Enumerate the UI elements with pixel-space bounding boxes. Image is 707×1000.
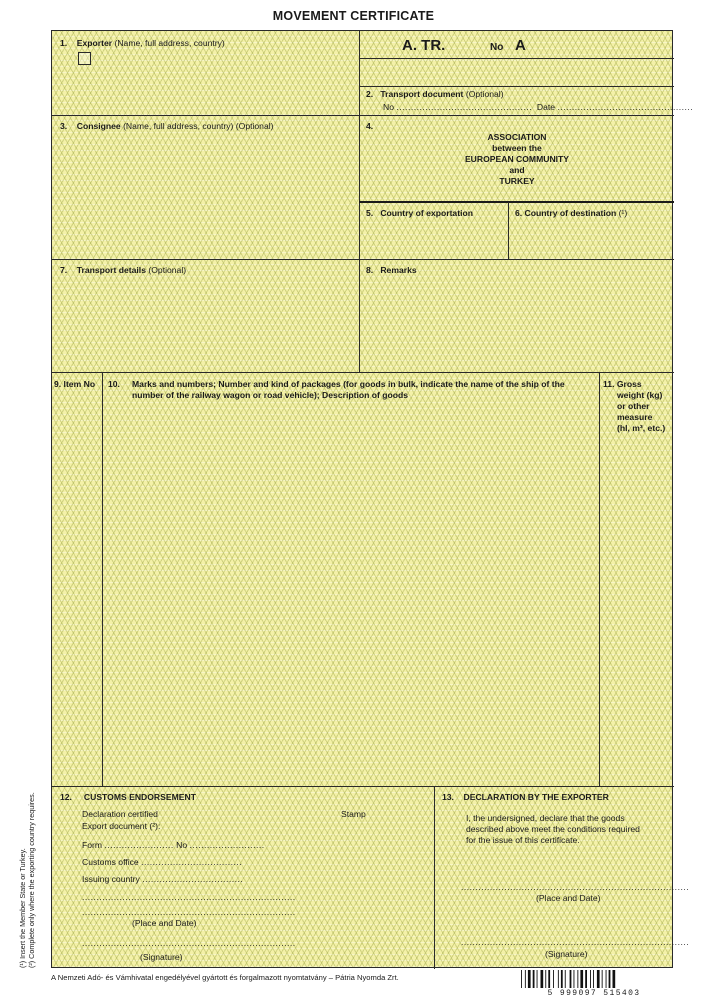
barcode-bar [577,970,578,988]
barcode-bars [519,970,669,990]
box4-line-2: between the [492,143,542,153]
divider-box5-6 [508,202,509,259]
box9-label: 9. Item No [54,379,96,389]
issuing-country-row [82,874,243,885]
stamp-label: Stamp [341,809,366,819]
box5-number: 5. [366,208,374,218]
box7-label [60,265,186,276]
place-date-label-13: (Place and Date) [536,893,601,903]
box4-line-3: EUROPEAN COMMUNITY [464,154,570,164]
page-title: MOVEMENT CERTIFICATE [272,9,435,23]
barcode-bar [585,970,587,988]
signature-label-13: (Signature) [545,949,588,959]
barcode-bar [609,970,611,988]
box1-note: (Name, full address, country) [114,38,225,48]
box13-label [442,792,609,803]
box1-label [60,38,225,49]
certificate-number: A [515,37,526,54]
box3-number: 3. [60,121,68,131]
barcode-bar [545,970,546,988]
box13-number: 13. [442,792,454,802]
form-no-label: No [176,840,188,850]
customs-office-label: Customs office [82,857,139,867]
barcode-bar [590,970,591,988]
box11-line-2: weight (kg) [617,390,663,400]
box11-line-4: measure [617,412,653,422]
box10-line-1: Marks and numbers; Number and kind of packages (for goods in bulk, indicate the name of the ship of the [132,379,565,389]
atr-label: A. TR. [402,37,446,54]
box13-title: DECLARATION BY THE EXPORTER [463,792,609,802]
box8-title: Remarks [380,265,417,275]
box2-title: Transport document [380,89,464,99]
barcode-bar [593,970,594,988]
box5-title: Country of exportation [380,208,473,218]
transport-doc-no-field[interactable]: ............................................... [396,102,533,112]
barcode-bar [553,970,554,988]
box12-title: CUSTOMS ENDORSEMENT [83,792,196,802]
divider-row2 [52,259,674,260]
box1-number: 1. [60,38,68,48]
box11-line-3: or other [617,401,650,411]
divider-box9-10 [102,372,103,786]
box4-line-4: and [509,165,525,175]
box7-number: 7. [60,265,68,275]
box12-blank-line-1[interactable]: .......................................................................... [82,892,296,902]
no-label: No [490,42,504,53]
barcode-bar [533,970,535,988]
barcode-bar [613,970,616,988]
barcode-bar [561,970,563,988]
footnotes [18,768,36,968]
divider-row3 [52,372,674,373]
signature-label-12: (Signature) [140,952,183,962]
divider-box10-11 [599,372,600,786]
barcode-bar [597,970,600,988]
signature-field-13[interactable]: ............................................................................... [461,937,690,947]
box12-label [60,792,196,803]
box3-label [60,121,274,132]
divider-box2 [359,86,674,87]
footnote-1: (¹) Insert the Member State or Turkey. [18,848,27,968]
certificate-form [51,30,694,968]
declaration-certified: Declaration certified [82,809,158,819]
box10-number: 10. [108,379,120,389]
box4-bottom [359,201,674,203]
box11-line-5: (hl, m³, etc.) [617,423,666,433]
box3-title: Consignee [76,121,121,131]
barcode-bar [525,970,526,988]
box7-title: Transport details [76,265,146,275]
box11-line-1: 11. Gross [603,379,642,389]
box6-title: 6. Country of destination [515,208,617,218]
export-document-label: Export document (²): [82,821,161,831]
form-row [82,840,265,851]
place-date-field-13[interactable]: ............................................................................... [461,882,690,892]
place-date-label-12: (Place and Date) [132,918,197,928]
issuing-country-label: Issuing country [82,874,140,884]
barcode-bar [541,970,544,988]
barcode-bar [558,970,559,988]
printer-footer: A Nemzeti Adó- és Vámhivatal engedélyével gyártott és forgalmazott nyomtatvány – Pátria Nyomda Zrt. [51,973,399,982]
exporter-checkbox[interactable] [78,52,91,65]
form-field[interactable]: ........................ [104,840,174,850]
barcode-bar [570,970,572,988]
box4-line-1: ASSOCIATION [487,132,547,142]
place-date-field-12[interactable]: .......................................................................... [82,907,296,917]
barcode-bar [574,970,575,988]
box7-note: (Optional) [148,265,187,275]
box12-number: 12. [60,792,72,802]
box6-label [515,208,627,219]
customs-office-row [82,857,242,868]
divider-row1 [52,115,674,116]
declaration-text-2: described above meet the conditions required [466,824,640,834]
box1-title: Exporter [76,38,113,48]
box6-footnote-ref: (¹) [618,208,628,218]
form-label: Form [82,840,103,850]
form-no-field[interactable]: .......................... [189,840,265,850]
barcode-bar [606,970,607,988]
barcode-bar [580,970,583,988]
box8-label [366,265,417,276]
box2-number: 2. [366,89,374,99]
box4-number: 4. [366,121,374,131]
divider-box12-13 [434,786,435,969]
box5-label [366,208,473,219]
transport-doc-date-field[interactable]: ............................................... [557,102,694,112]
divider-row4 [52,786,674,787]
barcode-bar [537,970,538,988]
divider-header [359,58,674,59]
box4-line-5: TURKEY [499,176,535,186]
box2-note: (Optional) [465,89,504,99]
signature-field-12[interactable]: .......................................................................... [82,938,296,948]
declaration-text-3: for the issue of this certificate. [466,835,580,845]
transport-doc-date-label: Date [536,102,556,112]
barcode [519,970,669,998]
barcode-number: 5 999097 515403 [547,989,641,998]
box8-number: 8. [366,265,374,275]
barcode-bar [521,970,522,988]
footnote-2: (²) Complete only where the exporting country requires. [27,792,36,968]
declaration-text-1: I, the undersigned, declare that the goods [466,813,625,823]
barcode-bar [565,970,566,988]
customs-office-field[interactable]: ................................... [141,857,243,867]
box3-note: (Name, full address, country) (Optional) [123,121,274,131]
barcode-bar [528,970,531,988]
barcode-bar [548,970,550,988]
box10-line-2: number of the railway wagon or road vehicle); Description of goods [132,390,408,400]
issuing-country-field[interactable]: ................................... [142,874,244,884]
barcode-bar [602,970,603,988]
transport-doc-no-label: No [383,102,394,112]
box2-label [366,89,504,100]
box2-fields [383,102,693,113]
